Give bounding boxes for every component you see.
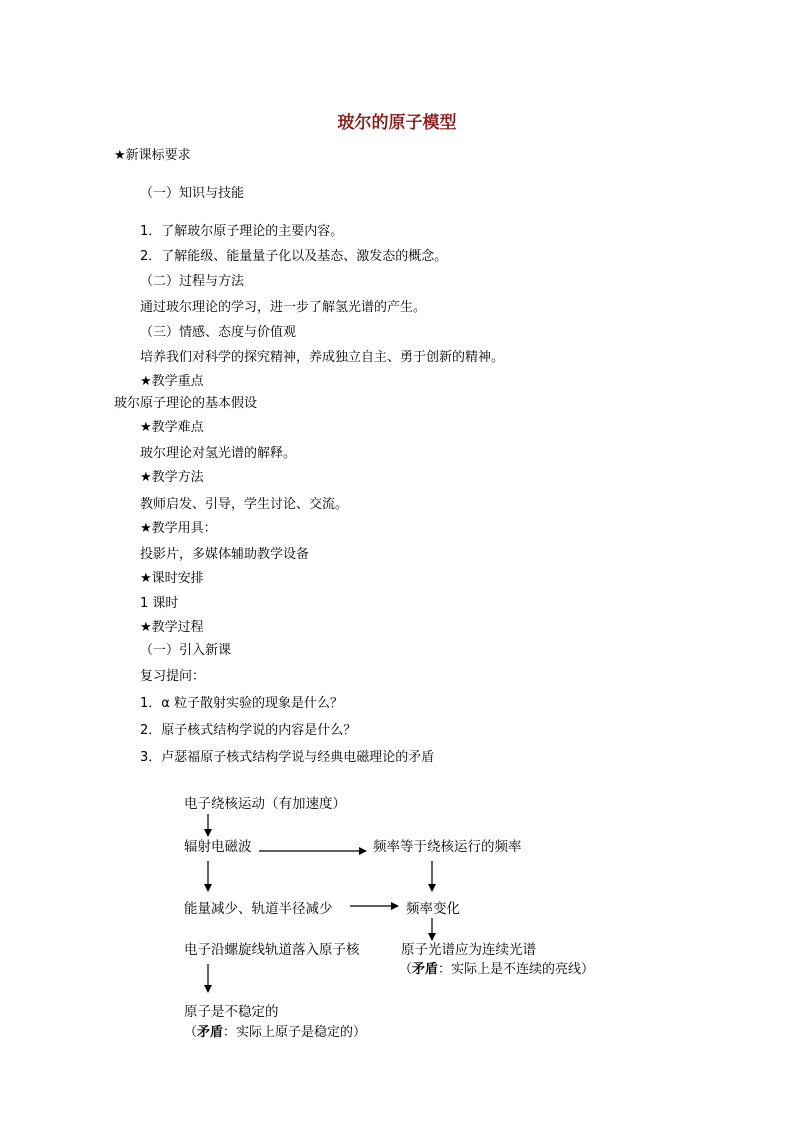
requirements-header: ★新课标要求 — [114, 148, 191, 163]
schedule-header: ★课时安排 — [140, 571, 204, 586]
flow-note-continuous-text: ：实际上是不连续的亮线 — [438, 962, 582, 977]
knowledge-item-2: 2．了解能级、能量量子化以及基态、激发态的概念。 — [140, 249, 448, 264]
method-text: 教师启发、引导，学生讨论、交流。 — [140, 497, 349, 512]
schedule-text: 1 课时 — [140, 596, 179, 611]
flow-node-unstable: 原子是不稳定的 — [184, 1004, 279, 1020]
flow-node-orbit: 电子绕核运动（有加速度） — [184, 796, 346, 812]
key-text: 玻尔原子理论的基本假设 — [114, 396, 258, 411]
review-header: 复习提问： — [140, 669, 206, 684]
process-main-header: ★教学过程 — [140, 620, 204, 635]
process-text: 通过玻尔理论的学习，进一步了解氢光谱的产生。 — [140, 300, 427, 315]
flow-note-continuous: （矛盾：实际上是不连续的亮线） — [399, 962, 595, 977]
knowledge-header: （一）知识与技能 — [140, 186, 245, 201]
question-3: 3．卢瑟福原子核式结构学说与经典电磁理论的矛盾 — [140, 750, 435, 765]
tools-text: 投影片，多媒体辅助教学设备 — [140, 547, 310, 562]
flow-node-frequency-equal: 频率等于绕核运行的频率 — [373, 839, 522, 855]
flow-note-unstable: （矛盾：实际上原子是稳定的） — [184, 1025, 367, 1040]
key-header: ★教学重点 — [140, 374, 204, 389]
flow-node-frequency-change: 频率变化 — [406, 901, 460, 917]
flow-note-continuous-label: 矛盾 — [412, 962, 439, 977]
intro-header: （一）引入新课 — [140, 643, 232, 658]
flow-note-unstable-text: ：实际上原子是稳定的 — [223, 1025, 354, 1040]
flow-note-unstable-label: 矛盾 — [197, 1025, 224, 1040]
emotion-text: 培养我们对科学的探究精神，养成独立自主、勇于创新的精神。 — [140, 350, 505, 365]
method-header: ★教学方法 — [140, 470, 204, 485]
question-1: 1．α 粒子散射实验的现象是什么？ — [140, 696, 343, 711]
page-title: 玻尔的原子模型 — [337, 113, 457, 133]
process-header: （二）过程与方法 — [140, 274, 245, 289]
flow-node-continuous: 原子光谱应为连续光谱 — [401, 942, 536, 958]
flow-node-radiate: 辐射电磁波 — [184, 839, 252, 855]
tools-header: ★教学用具： — [140, 521, 217, 536]
difficulty-text: 玻尔理论对氢光谱的解释。 — [140, 446, 297, 461]
difficulty-header: ★教学难点 — [140, 420, 204, 435]
flow-node-energy-decrease: 能量减少、轨道半径减少 — [184, 901, 333, 917]
question-2: 2．原子核式结构学说的内容是什么？ — [140, 723, 357, 738]
knowledge-item-1: 1．了解玻尔原子理论的主要内容。 — [140, 224, 344, 239]
flow-node-spiral: 电子沿螺旋线轨道落入原子核 — [184, 942, 360, 958]
emotion-header: （三）情感、态度与价值观 — [140, 325, 297, 340]
